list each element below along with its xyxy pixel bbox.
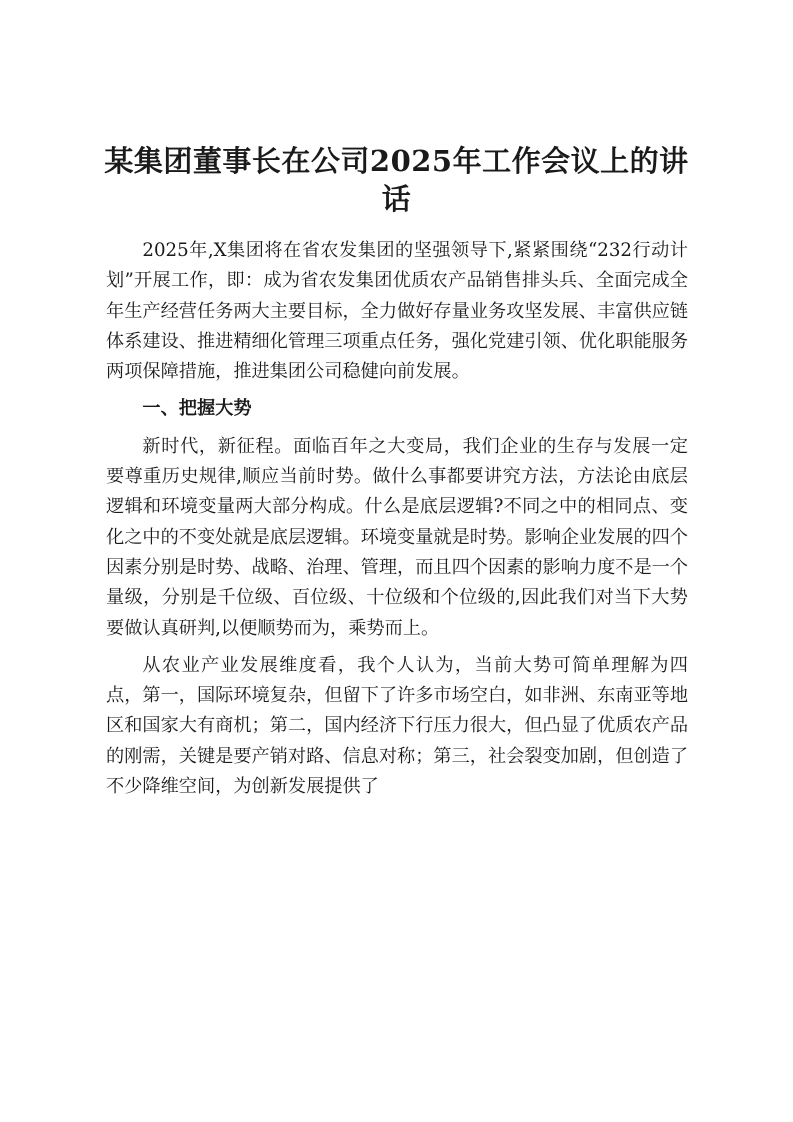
- body-paragraph: 新时代，新征程。面临百年之大变局，我们企业的生存与发展一定要尊重历史规律,顺应当前时势。做什么事都要讲究方法，方法论由底层逻辑和环境变量两大部分构成。什么是底层逻辑?不同之中的相同点、变化之中的不变处就是底层逻辑。环境变量就是时势。影响企业发展的四个因素分别是时势、战略、治理、管理，而且四个因素的影响力度不是一个量级，分别是千位级、百位级、十位级和个位级的,因此我们对当下大势要做认真研判,以便顺势而为，乘势而上。: [106, 435, 689, 639]
- document-title: 某集团董事长在公司2025年工作会议上的讲话: [104, 144, 689, 216]
- document-body: [106, 236, 688, 802]
- section-heading: 一、把握大势: [142, 398, 252, 420]
- body-paragraph: 从农业产业发展维度看，我个人认为，当前大势可简单理解为四点，第一，国际环境复杂，但留下了许多市场空白，如非洲、东南亚等地区和国家大有商机；第二，国内经济下行压力很大，但凸显了优质农产品的刚需，关键是要产销对路、信息对称；第三，社会裂变加剧，但创造了不少降维空间，为创新发展提供了: [106, 654, 689, 798]
- intro-paragraph: 2025年,X集团将在省农发集团的坚强领导下,紧紧围绕“232行动计划”开展工作，即：成为省农发集团优质农产品销售排头兵、全面完成全年生产经营任务两大主要目标，全力做好存量业务攻坚发展、丰富供应链体系建设、推进精细化管理三项重点任务，强化党建引领、优化职能服务两项保障措施，推进集团公司稳健向前发展。: [106, 240, 689, 383]
